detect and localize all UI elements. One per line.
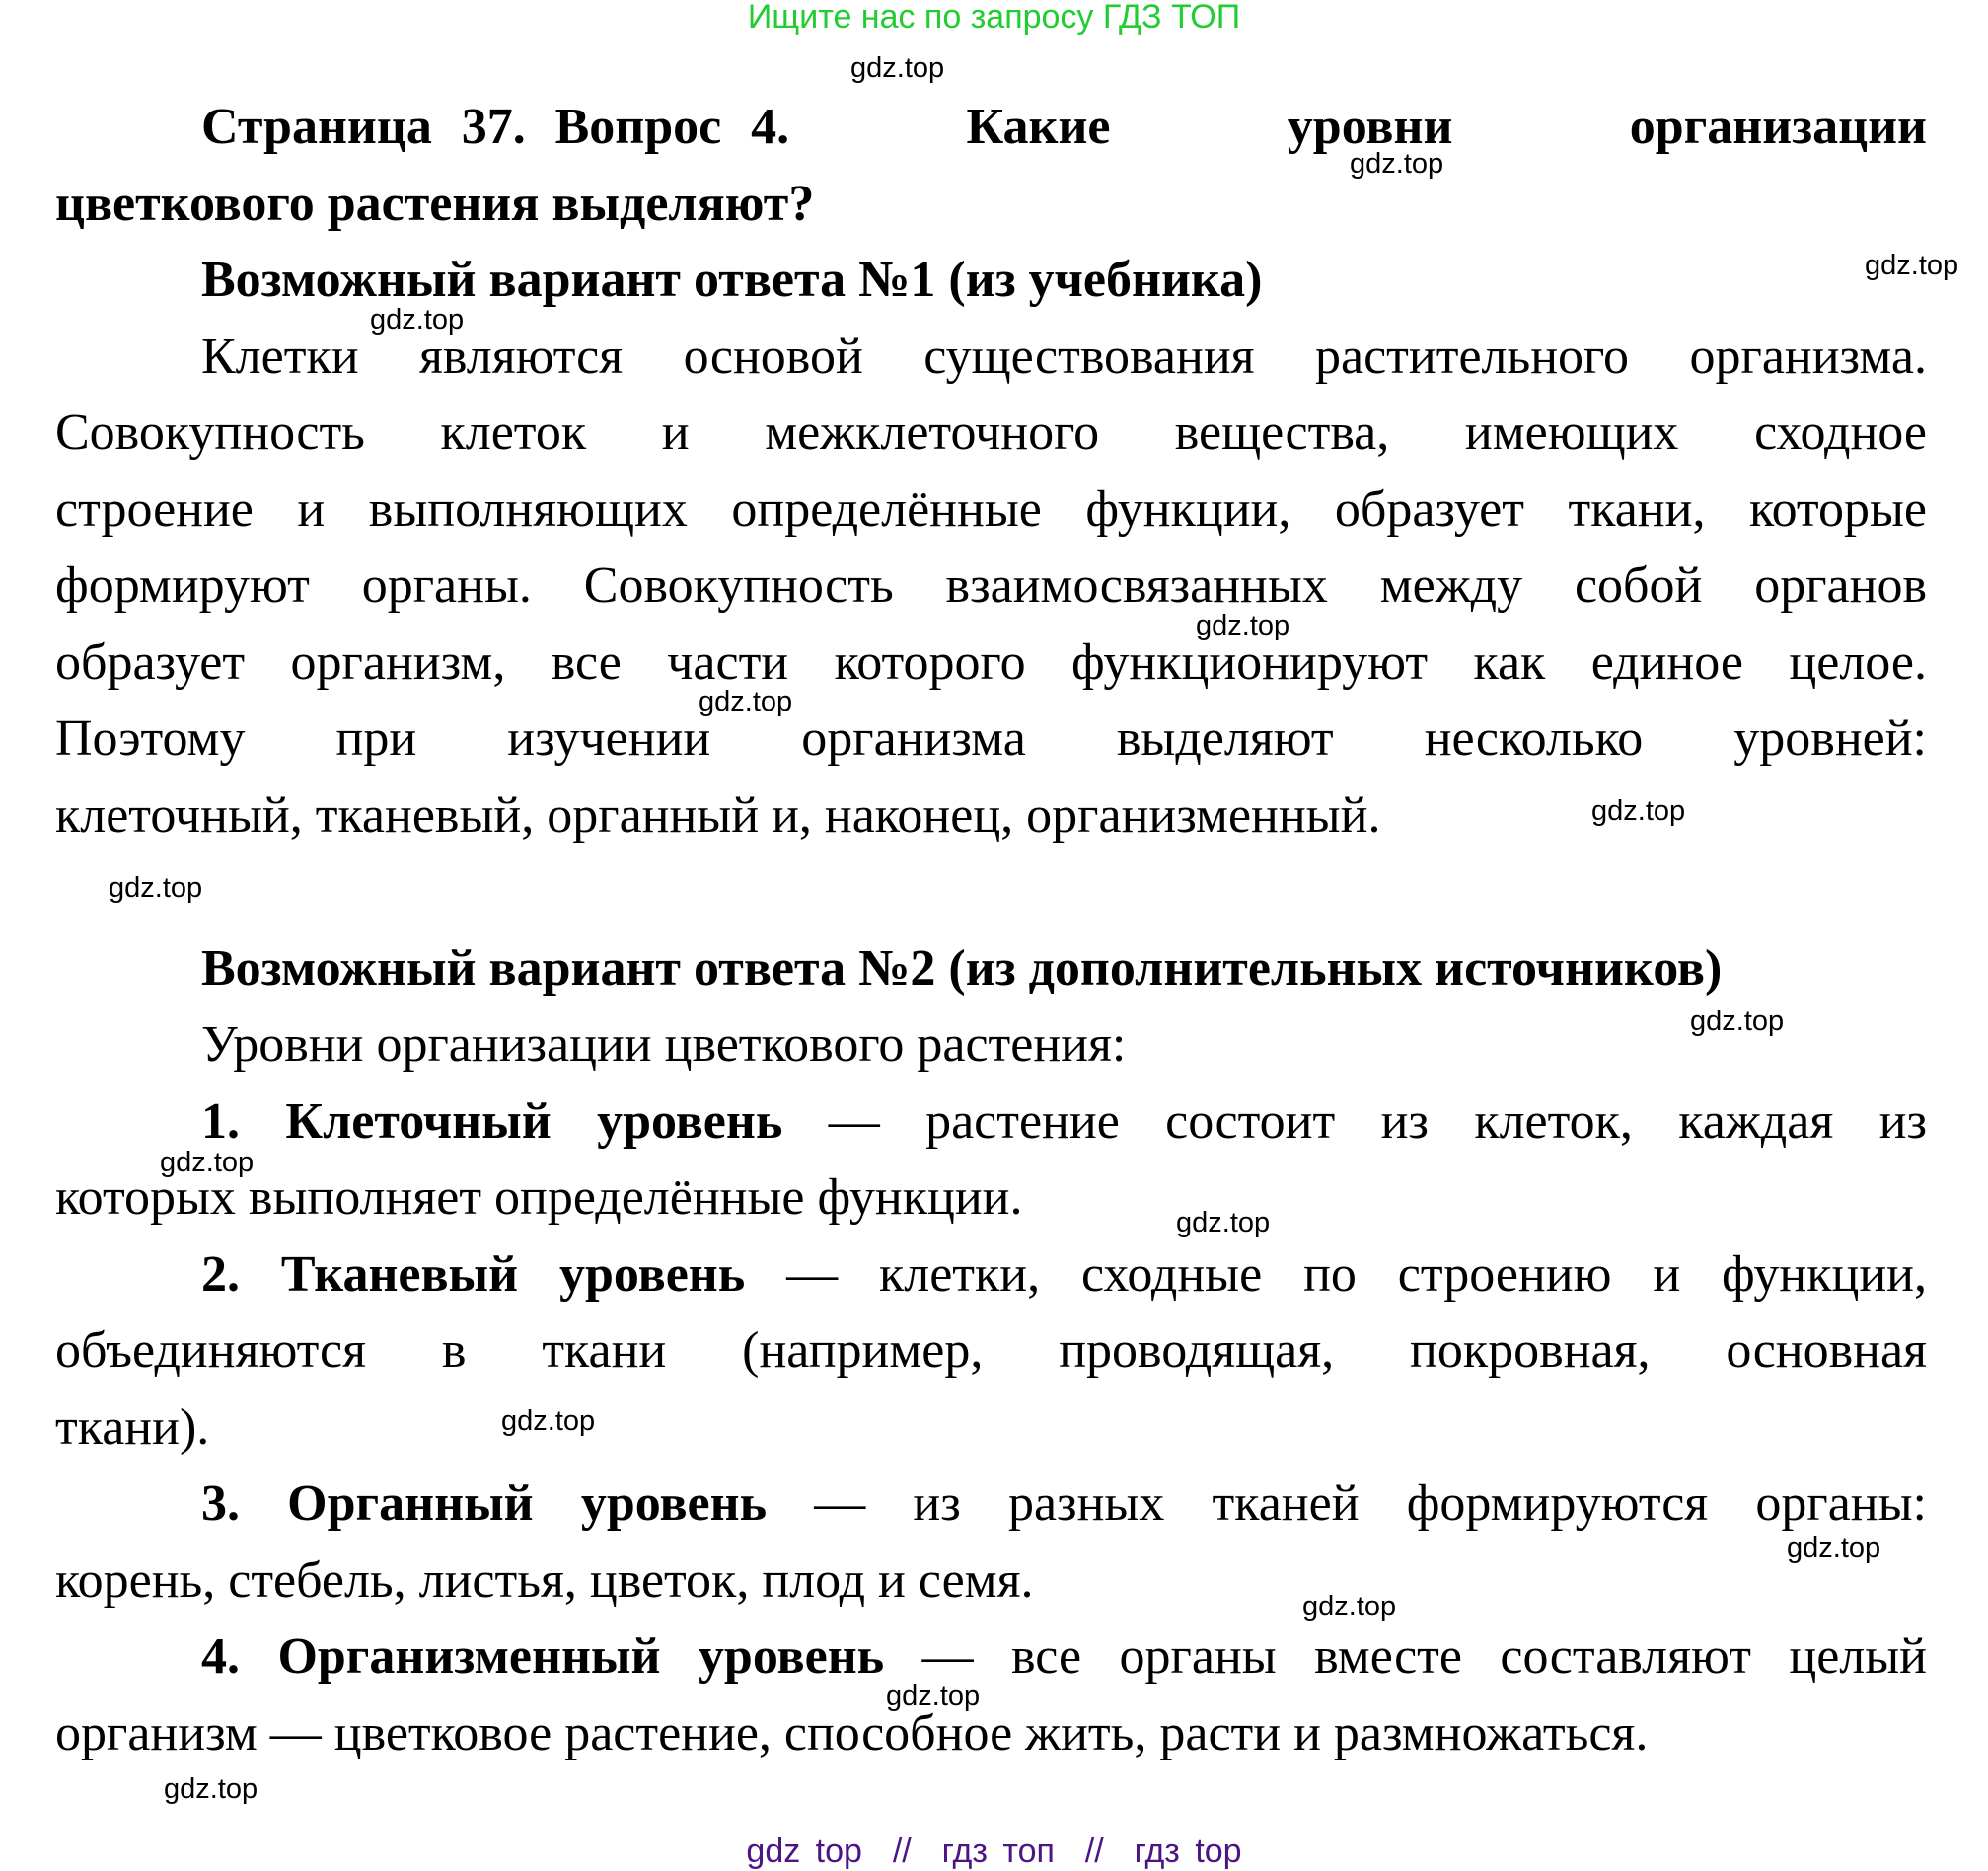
watermark: gdz.top [1865, 250, 1959, 281]
level-text: — все органы вместе составляют целый [884, 1628, 1927, 1684]
level-title: 3. Органный уровень [201, 1475, 768, 1532]
footer-watermark: gdz top // гдз топ // гдз top [746, 1833, 1242, 1870]
level-item-4-cont: организм — цветковое растение, способное жить, расти и размножаться. [55, 1705, 1649, 1761]
watermark: gdz.top [370, 304, 465, 336]
level-item-2 [201, 1245, 1927, 1305]
answer1-line: Совокупность клеток и межклеточного вещества, имеющих сходное [55, 405, 1927, 461]
level-title: 1. Клеточный уровень [201, 1093, 783, 1150]
level-item-1 [201, 1092, 1927, 1152]
level-item-2-cont: ткани). [55, 1399, 210, 1456]
level-item-4 [201, 1627, 1927, 1686]
question-heading: Страница 37. Вопрос 4. Какие уровни организации [201, 99, 1927, 155]
watermark: gdz.top [850, 52, 945, 84]
level-title: 4. Организменный уровень [201, 1628, 885, 1684]
level-text: — из разных тканей формируются органы: [767, 1475, 1927, 1532]
answer1-line: Поэтому при изучении организма выделяют несколько уровней: [55, 711, 1927, 767]
answer1-line: клеточный, тканевый, органный и, наконец, организменный. [55, 787, 1381, 844]
answer2-intro: Уровни организации цветкового растения: [201, 1016, 1127, 1073]
watermark: gdz.top [109, 872, 203, 904]
watermark: gdz.top [1787, 1533, 1881, 1564]
watermark: gdz.top [160, 1147, 255, 1178]
level-item-3 [201, 1474, 1927, 1534]
question-heading-cont: цветкового растения выделяют? [55, 176, 815, 232]
watermark: gdz.top [1591, 795, 1686, 827]
watermark: gdz.top [501, 1405, 596, 1437]
level-text: — клетки, сходные по строению и функции, [745, 1246, 1927, 1303]
search-banner: Ищите нас по запросу ГДЗ ТОП [747, 0, 1241, 36]
level-item-2-cont: объединяются в ткани (например, проводящая, покровная, основная [55, 1322, 1927, 1379]
watermark: gdz.top [1176, 1207, 1271, 1238]
answer1-line: формируют органы. Совокупность взаимосвязанных между собой органов [55, 558, 1927, 614]
answer2-title: Возможный вариант ответа №2 (из дополнительных источников) [201, 940, 1723, 997]
watermark: gdz.top [886, 1681, 981, 1712]
answer1-title: Возможный вариант ответа №1 (из учебника) [201, 252, 1263, 308]
level-text: — растение состоит из клеток, каждая из [782, 1093, 1927, 1150]
answer1-line: строение и выполняющих определённые функции, образует ткани, которые [55, 482, 1927, 538]
watermark: gdz.top [699, 686, 793, 717]
watermark: gdz.top [1302, 1591, 1397, 1622]
level-item-1-cont: которых выполняет определённые функции. [55, 1169, 1023, 1226]
level-title: 2. Тканевый уровень [201, 1246, 746, 1303]
answer1-line: образует организм, все части которого функционируют как единое целое. [55, 635, 1927, 691]
watermark: gdz.top [1350, 148, 1444, 180]
watermark: gdz.top [1196, 610, 1290, 641]
level-item-3-cont: корень, стебель, листья, цветок, плод и семя. [55, 1552, 1034, 1609]
answer1-line: Клетки являются основой существования растительного организма. [201, 329, 1927, 385]
watermark: gdz.top [1690, 1006, 1785, 1037]
watermark: gdz.top [164, 1773, 258, 1805]
